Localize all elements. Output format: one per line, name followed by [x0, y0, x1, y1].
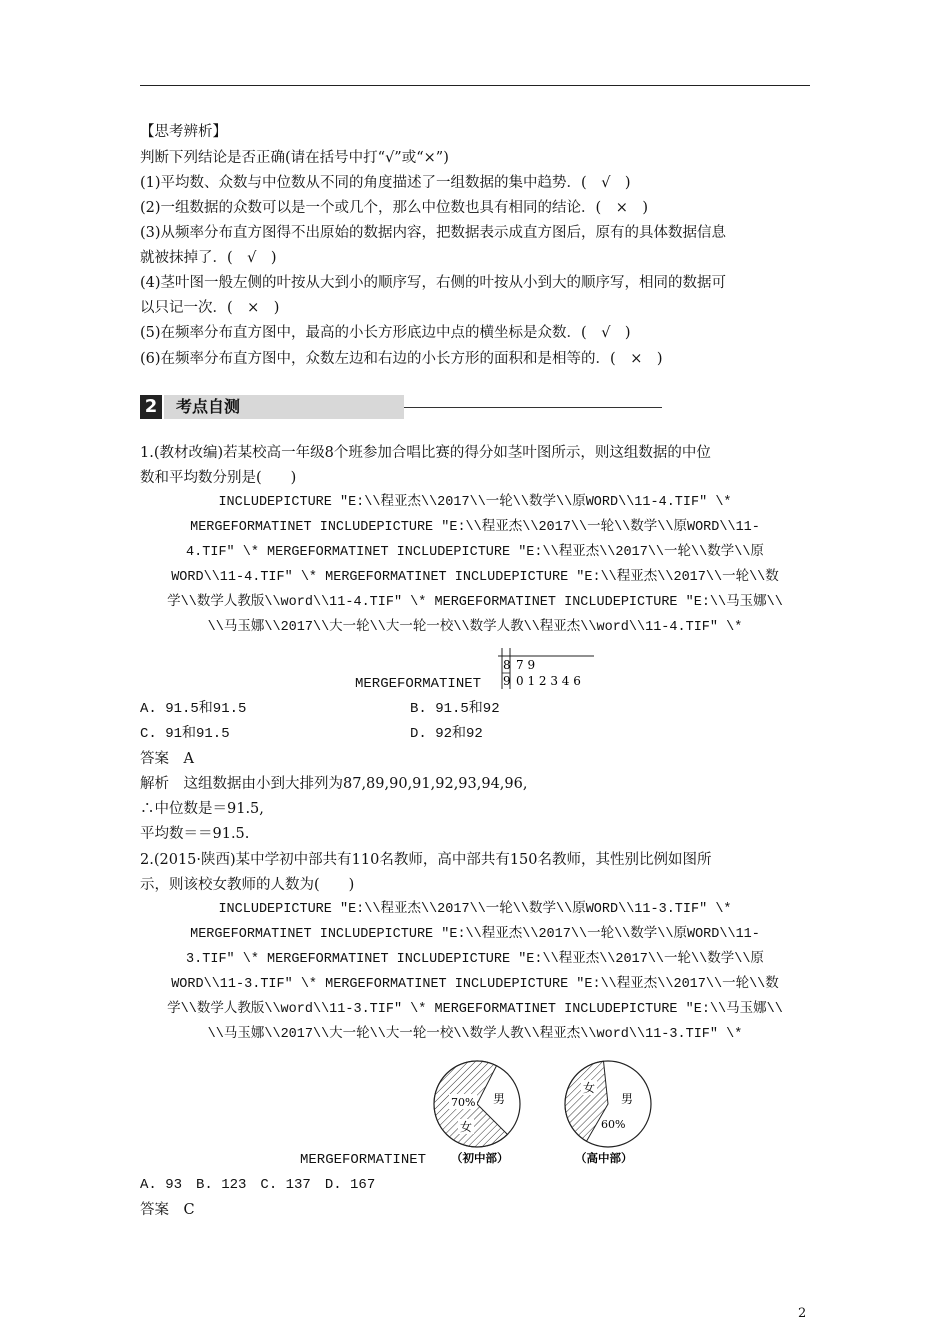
stem-leaf-plot	[490, 645, 600, 690]
think-item: (1)平均数、众数与中位数从不同的角度描述了一组数据的集中趋势．( √ )	[140, 175, 631, 191]
think-item: (4)茎叶图一般左侧的叶按从大到小的顺序写，右侧的叶按从小到大的顺序写，相同的数据可	[140, 275, 727, 291]
pie-junior-caption: （初中部）	[451, 1151, 509, 1165]
q1-field-code: WORD\\11-4.TIF" \* MERGEFORMATINET INCLUDEPICTURE "E:\\程亚杰\\2017\\一轮\\数	[171, 570, 779, 585]
q1-analysis: 平均数＝＝91.5.	[140, 826, 250, 842]
section-title: 考点自测	[176, 397, 241, 416]
q1-field-code: INCLUDEPICTURE "E:\\程亚杰\\2017\\一轮\\数学\\原WORD\\11-4.TIF" \*	[218, 495, 732, 510]
q1-analysis: ∴中位数是＝91.5,	[140, 801, 264, 817]
leaves-9: 0 1 2 3 4 6	[516, 674, 581, 688]
q1-option-b: B. 91.5和92	[410, 701, 500, 717]
stem-9: 9	[503, 674, 511, 688]
q1-field-code: MERGEFORMATINET INCLUDEPICTURE "E:\\程亚杰\\2017\\一轮\\数学\\原WORD\\11-	[190, 520, 760, 535]
q2-field-code: MERGEFORMATINET INCLUDEPICTURE "E:\\程亚杰\\2017\\一轮\\数学\\原WORD\\11-	[190, 927, 760, 942]
q1-answer: 答案 A	[140, 751, 194, 767]
q1-field-tail: MERGEFORMATINET	[355, 676, 482, 692]
pie-junior-male: 男	[493, 1092, 506, 1106]
q1-option-a: A. 91.5和91.5	[140, 701, 247, 717]
q2-options: A. 93 B. 123 C. 137 D. 167	[140, 1177, 376, 1193]
q1-field-code: 学\\数学人教版\\word\\11-4.TIF" \* MERGEFORMATINET INCLUDEPICTURE "E:\\马玉娜\\	[167, 595, 783, 610]
q2-field-code: INCLUDEPICTURE "E:\\程亚杰\\2017\\一轮\\数学\\原WORD\\11-3.TIF" \*	[218, 902, 732, 917]
pie-junior-female: 女	[460, 1120, 473, 1134]
think-item: (5)在频率分布直方图中，最高的小长方形底边中点的横坐标是众数．( √ )	[140, 325, 631, 341]
section-header	[140, 395, 525, 421]
q2-stem: 2.(2015·陕西)某中学初中部共有110名教师，高中部共有150名教师，其性别比例如图所	[140, 852, 712, 868]
q2-field-tail: MERGEFORMATINET	[300, 1152, 427, 1168]
page-number: 2	[798, 1306, 807, 1321]
pie-senior-caption: （高中部）	[575, 1151, 633, 1165]
q2-field-code: WORD\\11-3.TIF" \* MERGEFORMATINET INCLUDEPICTURE "E:\\程亚杰\\2017\\一轮\\数	[171, 977, 779, 992]
q2-field-code: \\马玉娜\\2017\\大一轮\\大一轮一校\\数学人教\\程亚杰\\word\\11-3.TIF" \*	[207, 1027, 743, 1042]
think-item: (2)一组数据的众数可以是一个或几个，那么中位数也具有相同的结论．( × )	[140, 200, 648, 216]
section-number: 2	[140, 395, 162, 419]
stem-8: 8	[503, 658, 511, 672]
q2-stem: 示，则该校女教师的人数为( )	[140, 877, 355, 893]
section-rule	[404, 407, 662, 408]
pie-senior-male: 男	[621, 1092, 634, 1106]
pie-junior-pct: 70%	[451, 1096, 476, 1109]
q2-field-code: 3.TIF" \* MERGEFORMATINET INCLUDEPICTURE "E:\\程亚杰\\2017\\一轮\\数学\\原	[186, 952, 764, 967]
think-item: 以只记一次．( × )	[140, 300, 280, 316]
leaves-8: 7 9	[516, 658, 536, 672]
q1-option-c: C. 91和91.5	[140, 726, 230, 742]
pie-senior-pct: 60%	[601, 1118, 626, 1131]
q1-stem: 1.(教材改编)若某校高一年级8个班参加合唱比赛的得分如茎叶图所示，则这组数据的中位	[140, 445, 711, 461]
q1-option-d: D. 92和92	[410, 726, 483, 742]
think-heading: 【思考辨析】	[140, 124, 227, 140]
q2-field-code: 学\\数学人教版\\word\\11-3.TIF" \* MERGEFORMATINET INCLUDEPICTURE "E:\\马玉娜\\	[167, 1002, 783, 1017]
pie-senior-female: 女	[583, 1081, 596, 1095]
header-rule	[140, 85, 810, 86]
q1-analysis: 解析 这组数据由小到大排列为87,89,90,91,92,93,94,96,	[140, 776, 528, 792]
q2-answer: 答案 C	[140, 1202, 195, 1218]
q1-field-code: 4.TIF" \* MERGEFORMATINET INCLUDEPICTURE "E:\\程亚杰\\2017\\一轮\\数学\\原	[186, 545, 764, 560]
pie-charts	[425, 1055, 665, 1170]
think-instruction: 判断下列结论是否正确(请在括号中打“√”或“×”)	[140, 150, 449, 166]
think-item: (6)在频率分布直方图中，众数左边和右边的小长方形的面积和是相等的．( × )	[140, 351, 663, 367]
think-item: (3)从频率分布直方图得不出原始的数据内容，把数据表示成直方图后，原有的具体数据信息	[140, 225, 727, 241]
q1-stem: 数和平均数分别是( )	[140, 470, 297, 486]
think-item: 就被抹掉了．( √ )	[140, 250, 277, 266]
q1-field-code: \\马玉娜\\2017\\大一轮\\大一轮一校\\数学人教\\程亚杰\\word\\11-4.TIF" \*	[207, 620, 743, 635]
